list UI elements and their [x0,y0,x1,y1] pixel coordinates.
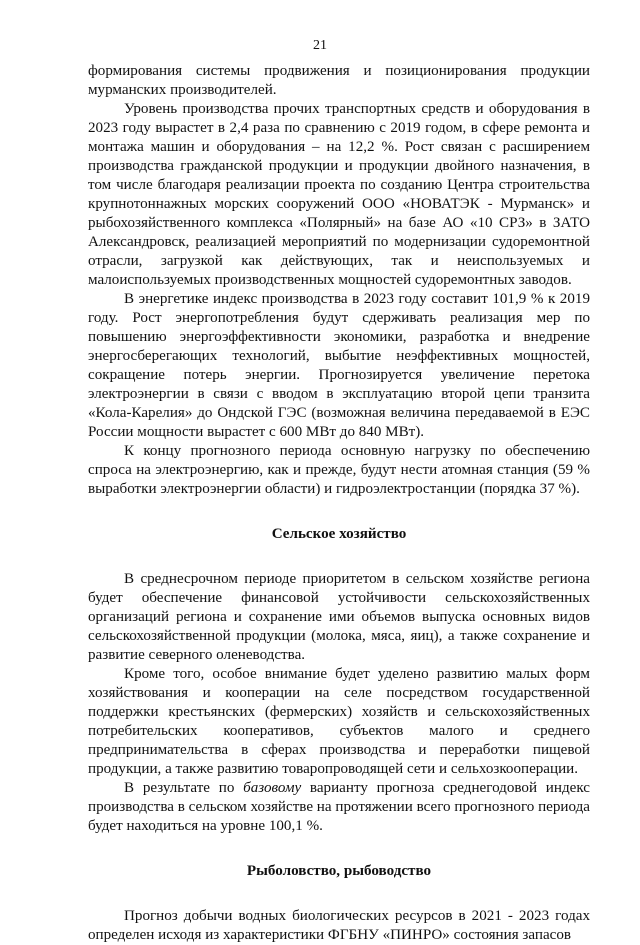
text-run: варианту прогноза среднегодовой индекс производства в сельском хозяйстве на протяжении всего прогнозного периода будет находиться на уровне 100,1 %. [88,780,590,834]
spacer [88,499,590,525]
paragraph-transport: Уровень производства прочих транспортных средств и оборудования в 2023 году вырастет в 2,4 раза по сравнению с 2019 годом, в сфере ремонта и монтажа машин и оборудования – на 12,2 %. Рост связан с расширением производства гражданской продукции и продукции двойного назначения, в том числе благодаря реализации проекта по созданию Центра строительства крупнотоннажных морских сооружений ООО «НОВАТЭК - Мурманск» и рыбохозяйственного комплекса «Полярный» на базе АО «10 СРЗ» в ЗАТО Александровск, реализацией мероприятий по модернизации судоремонтной отрасли, загрузкой как действующих, так и неиспользуемых и малоиспользуемых производственных мощностей судоремонтных заводов. [88,101,590,288]
spacer [88,836,590,862]
paragraph-agri-priority: В среднесрочном периоде приоритетом в сельском хозяйстве региона будет обеспечение финансовой устойчивости сельскохозяйственных организаций региона и сохранение ими объемов выпуска основных видов сельскохозяйственной продукции (молока, мяса, яиц), а также сохранение и развитие северного оленеводства. [88,571,590,663]
spacer [88,881,590,907]
spacer [88,544,590,570]
text-run: В результате по [124,780,244,796]
paragraph-1: формирования системы продвижения и позиционирования продукции мурманских производителей. [88,63,590,98]
document-body [88,62,590,945]
paragraph-energy-demand: К концу прогнозного периода основную нагрузку по обеспечению спроса на электроэнергию, как и прежде, будут нести атомная станция (59 % выработки электроэнергии области) и гидроэлектростанции (порядка 37 %). [88,443,590,497]
paragraph-agri-small-forms: Кроме того, особое внимание будет уделено развитию малых форм хозяйствования и кооперации на селе посредством государственной поддержки крестьянских (фермерских) хозяйств и сельскохозяйственных потребительских кооперативов, субъектов малого и среднего предпринимательства в сферах производства и переработки пищевой продукции, а также развитию товаропроводящей сети и сельхозкооперации. [88,666,590,777]
heading-agriculture: Сельское хозяйство [271,526,407,542]
heading-fishery: Рыболовство, рыбоводство [246,863,432,879]
italic-term: базовому [243,780,302,796]
page-number: 21 [313,38,327,53]
paragraph-fishery: Прогноз добычи водных биологических ресурсов в 2021 - 2023 годах определен исходя из характеристики ФГБНУ «ПИНРО» состояния запасов [88,908,590,943]
paragraph-energy: В энергетике индекс производства в 2023 году составит 101,9 % к 2019 году. Рост энергопотребления будут сдерживать реализация мер по повышению энергоэффективности экономики, разработка и внедрение энергосберегающих технологий, выбытие неэффективных мощностей, сокращение потерь энергии. Прогнозируется увеличение перетока электроэнергии в связи с вводом в эксплуатацию второй цепи транзита «Кола-Карелия» до Ондской ГЭС (возможная величина передаваемой в ЕЭС России мощности вырастет с 600 МВт до 840 МВт). [88,291,590,440]
paragraph-agri-result [88,779,590,836]
